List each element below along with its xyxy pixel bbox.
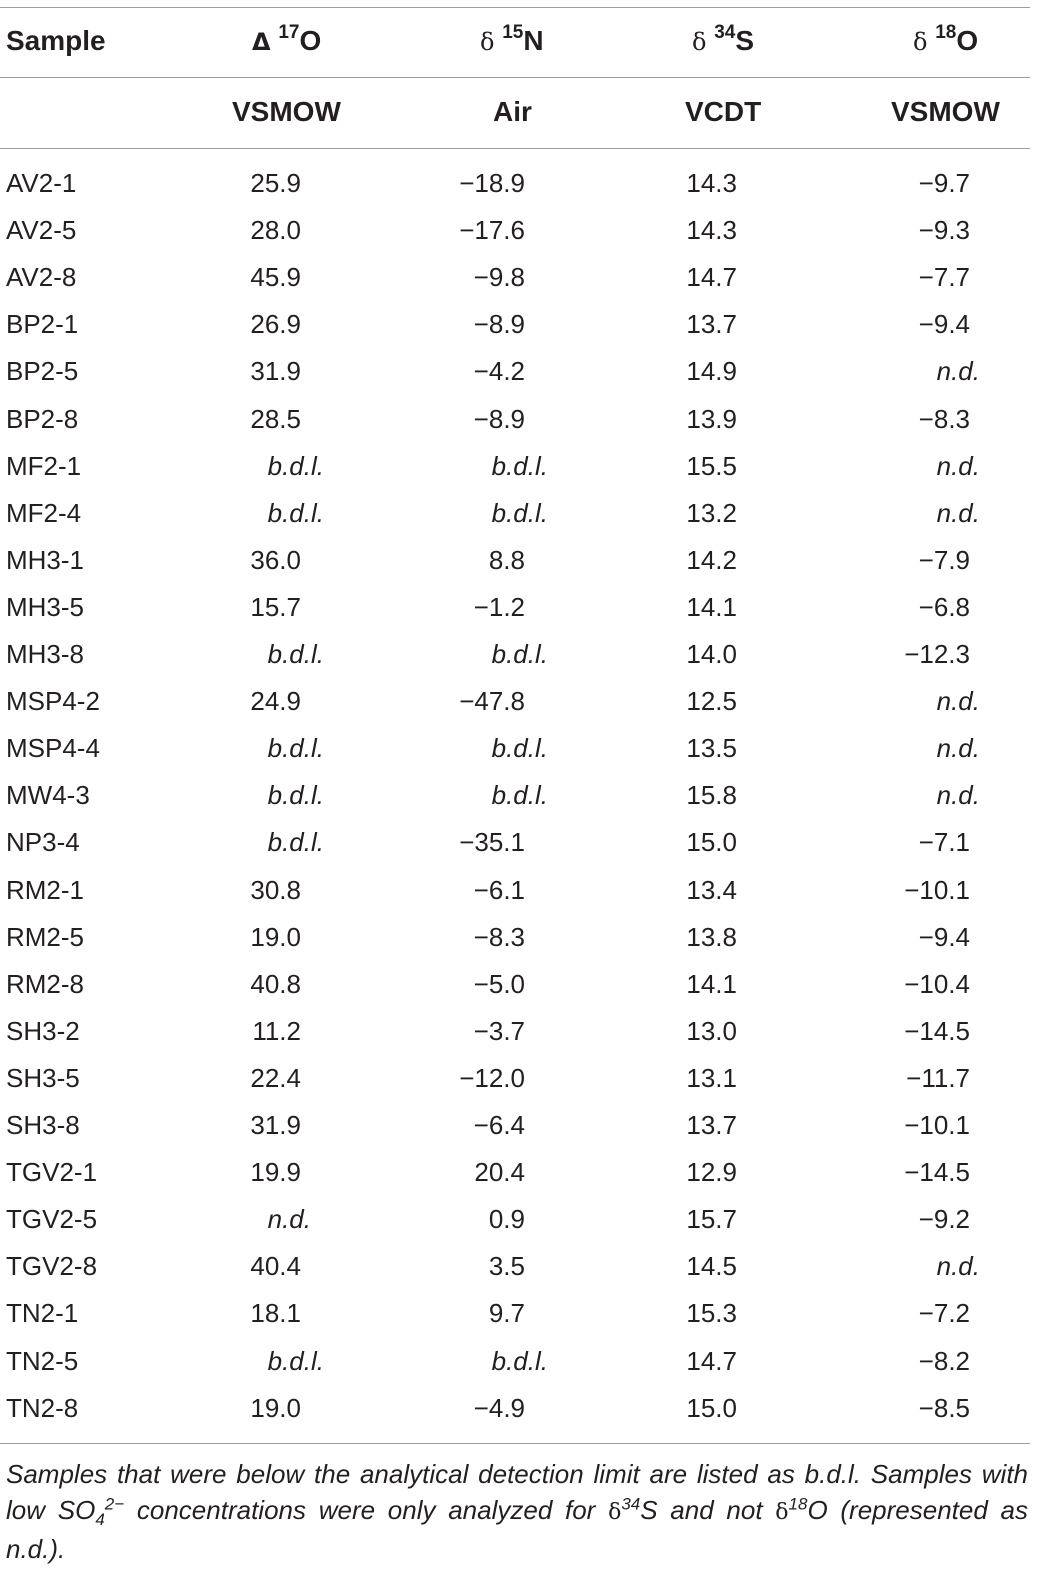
sample-id: AV2-8 [6, 262, 77, 292]
table-row [0, 733, 1030, 780]
sample-id: RM2-8 [6, 969, 85, 999]
cell-d18o: −7.9 [918, 545, 970, 575]
cell-d17o: 31.9 [250, 356, 301, 386]
cell-d34s: 13.0 [686, 1016, 737, 1046]
cell-d17o: 31.9 [250, 1110, 301, 1140]
cell-d34s: 13.1 [686, 1063, 737, 1093]
cell-d34s: 14.3 [686, 168, 737, 198]
cell-d34s: 13.5 [686, 733, 737, 763]
header-d17o-mass: 17 [278, 22, 300, 43]
cell-d17o: b.d.l. [267, 733, 324, 763]
sample-id: SH3-2 [6, 1016, 80, 1046]
table-row [0, 168, 1030, 215]
table-row [0, 827, 1030, 874]
table-row [0, 451, 1030, 498]
table-row [0, 1251, 1030, 1298]
cell-d18o: −9.3 [918, 215, 970, 245]
cell-d34s: 14.3 [686, 215, 737, 245]
cell-d15n: b.d.l. [491, 451, 548, 481]
header-d18o-element: O [956, 25, 979, 56]
table-row [0, 1346, 1030, 1393]
table-row [0, 1393, 1030, 1440]
cell-d34s: 14.1 [686, 592, 737, 622]
cell-d17o: 25.9 [250, 168, 301, 198]
cell-d15n: −12.0 [459, 1063, 525, 1093]
cell-d15n: −47.8 [459, 686, 525, 716]
cell-d15n: −1.2 [473, 592, 525, 622]
table-row [0, 262, 1030, 309]
cell-d15n: −5.0 [473, 969, 525, 999]
sample-id: TGV2-5 [6, 1204, 98, 1234]
cell-d15n: 0.9 [488, 1204, 525, 1234]
cell-d17o: b.d.l. [267, 827, 324, 857]
cell-d18o: −10.4 [904, 969, 970, 999]
footnote-isotope-element: O [807, 1495, 828, 1525]
cell-d17o: b.d.l. [267, 498, 324, 528]
sample-id: MF2-1 [6, 451, 82, 481]
cell-d17o: 40.4 [250, 1251, 301, 1281]
cell-d18o: −9.4 [918, 922, 970, 952]
cell-d18o: −10.1 [904, 875, 970, 905]
cell-d15n: −6.4 [473, 1110, 525, 1140]
delta-symbol: δ [480, 28, 495, 56]
header-d18o [913, 22, 979, 57]
footnote-text: (represented as n.d.). [6, 1495, 1028, 1564]
cell-d15n: −8.9 [473, 309, 525, 339]
cell-d18o: n.d. [936, 780, 980, 810]
cell-d18o: n.d. [936, 356, 980, 386]
cell-d17o: b.d.l. [267, 639, 324, 669]
table-bottom-rule [0, 1443, 1030, 1444]
cell-d34s: 13.4 [686, 875, 737, 905]
cell-d18o: −12.3 [904, 639, 970, 669]
sample-id: BP2-5 [6, 356, 79, 386]
cell-d17o: 30.8 [250, 875, 301, 905]
unit-d18o: VSMOW [891, 96, 1000, 127]
cell-d18o: −10.1 [904, 1110, 970, 1140]
table-row [0, 875, 1030, 922]
cell-d18o: −6.8 [918, 592, 970, 622]
cell-d15n: 3.5 [488, 1251, 525, 1281]
unit-d15n: Air [493, 96, 532, 127]
cell-d15n: −6.1 [473, 875, 525, 905]
cell-d34s: 13.7 [686, 309, 737, 339]
cell-d17o: 22.4 [250, 1063, 301, 1093]
cell-d34s: 15.0 [686, 827, 737, 857]
cell-d18o: −7.1 [918, 827, 970, 857]
header-d34s-element: S [735, 25, 755, 56]
unit-d17o: VSMOW [232, 96, 341, 127]
sample-id: MF2-4 [6, 498, 82, 528]
cell-d34s: 13.8 [686, 922, 737, 952]
footnote-so4-superscript: 2− [104, 1494, 125, 1514]
cell-d34s: 14.0 [686, 639, 737, 669]
cell-d18o: −9.2 [918, 1204, 970, 1234]
table-row [0, 1204, 1030, 1251]
cell-d34s: 15.7 [686, 1204, 737, 1234]
cell-d34s: 13.7 [686, 1110, 737, 1140]
cell-d17o: 15.7 [250, 592, 301, 622]
cell-d17o: 18.1 [250, 1298, 301, 1328]
cell-d15n: 8.8 [488, 545, 525, 575]
cell-d17o: 45.9 [250, 262, 301, 292]
cell-d17o: 26.9 [250, 309, 301, 339]
footnote-isotope-mass: 18 [788, 1494, 808, 1514]
footnote-text: concentrations were only analyzed for [124, 1495, 609, 1525]
table-row [0, 404, 1030, 451]
header-d17o [252, 22, 322, 57]
cell-d18o: n.d. [936, 451, 980, 481]
sample-id: SH3-8 [6, 1110, 80, 1140]
cell-d15n: −35.1 [459, 827, 525, 857]
header-d18o-mass: 18 [935, 22, 957, 43]
table-row [0, 686, 1030, 733]
table-row [0, 1016, 1030, 1063]
sample-id: MSP4-4 [6, 733, 100, 763]
table-row [0, 1110, 1030, 1157]
cell-d17o: b.d.l. [267, 780, 324, 810]
cell-d15n: −18.9 [459, 168, 525, 198]
footnote-isotope-mass: 34 [621, 1494, 641, 1514]
sample-id: MSP4-2 [6, 686, 100, 716]
sample-id: TGV2-8 [6, 1251, 98, 1281]
cell-d15n: −9.8 [473, 262, 525, 292]
table-row [0, 545, 1030, 592]
footnote-text: and not [657, 1495, 776, 1525]
cell-d18o: n.d. [936, 733, 980, 763]
sample-id: RM2-1 [6, 875, 85, 905]
cell-d17o: 28.5 [250, 404, 301, 434]
table-row [0, 215, 1030, 262]
delta-symbol: δ [608, 1500, 622, 1525]
cell-d18o: −14.5 [904, 1157, 970, 1187]
cell-d15n: −8.9 [473, 404, 525, 434]
table-top-rule [0, 7, 1030, 8]
cell-d17o: n.d. [267, 1204, 311, 1234]
sample-id: AV2-5 [6, 215, 77, 245]
unit-d34s: VCDT [685, 96, 762, 127]
sample-id: BP2-1 [6, 309, 79, 339]
cell-d17o: 24.9 [250, 686, 301, 716]
cell-d18o: −7.7 [918, 262, 970, 292]
cell-d15n: b.d.l. [491, 780, 548, 810]
cell-d15n: 20.4 [474, 1157, 525, 1187]
delta-symbol: δ [913, 28, 928, 56]
cell-d18o: −7.2 [918, 1298, 970, 1328]
sample-id: MH3-8 [6, 639, 85, 669]
table-row [0, 969, 1030, 1016]
sample-id: SH3-5 [6, 1063, 80, 1093]
header-d15n-element: N [523, 25, 544, 56]
table-row [0, 309, 1030, 356]
footnote-text: Samples that were below the analytical detection limit are listed as b.d.l. Samples with low SO [6, 1459, 1028, 1525]
cell-d34s: 15.5 [686, 451, 737, 481]
cell-d18o: n.d. [936, 498, 980, 528]
header-sample: Sample [6, 25, 106, 56]
header-d15n [480, 22, 544, 57]
cell-d34s: 15.3 [686, 1298, 737, 1328]
table-footnote [6, 1456, 1028, 1567]
sample-id: NP3-4 [6, 827, 80, 857]
sample-id: AV2-1 [6, 168, 77, 198]
cell-d34s: 14.2 [686, 545, 737, 575]
cell-d34s: 14.7 [686, 262, 737, 292]
table-row [0, 592, 1030, 639]
cell-d18o: n.d. [936, 686, 980, 716]
cell-d15n: b.d.l. [491, 1346, 548, 1376]
cell-d18o: −8.5 [918, 1393, 970, 1423]
cell-d15n: −8.3 [473, 922, 525, 952]
header-d15n-mass: 15 [502, 22, 524, 43]
cell-d34s: 13.9 [686, 404, 737, 434]
sample-id: TN2-5 [6, 1346, 79, 1376]
cell-d18o: −8.2 [918, 1346, 970, 1376]
cell-d15n: b.d.l. [491, 733, 548, 763]
delta-symbol: δ [692, 28, 707, 56]
cell-d17o: b.d.l. [267, 1346, 324, 1376]
delta-symbol: δ [775, 1500, 789, 1525]
cell-d15n: −17.6 [459, 215, 525, 245]
table-row [0, 1298, 1030, 1345]
table-row [0, 780, 1030, 827]
units-divider [0, 148, 1030, 149]
cell-d34s: 12.9 [686, 1157, 737, 1187]
table-row [0, 639, 1030, 686]
sample-id: TGV2-1 [6, 1157, 98, 1187]
cell-d17o: 19.0 [250, 1393, 301, 1423]
cell-d34s: 14.5 [686, 1251, 737, 1281]
header-divider [0, 77, 1030, 78]
cell-d15n: b.d.l. [491, 639, 548, 669]
cell-d34s: 15.8 [686, 780, 737, 810]
cell-d17o: 28.0 [250, 215, 301, 245]
cell-d34s: 15.0 [686, 1393, 737, 1423]
sample-id: MH3-1 [6, 545, 85, 575]
cell-d34s: 14.7 [686, 1346, 737, 1376]
table-row [0, 498, 1030, 545]
table-row [0, 1063, 1030, 1110]
table-row [0, 922, 1030, 969]
cell-d15n: b.d.l. [491, 498, 548, 528]
sample-id: RM2-5 [6, 922, 85, 952]
footnote-isotope-element: S [640, 1495, 658, 1525]
cell-d15n: −3.7 [473, 1016, 525, 1046]
cell-d18o: −14.5 [904, 1016, 970, 1046]
header-d34s-mass: 34 [714, 22, 736, 43]
footnote-so4-subscript: 4 [95, 1510, 105, 1530]
cell-d34s: 13.2 [686, 498, 737, 528]
cell-d17o: 11.2 [252, 1016, 301, 1046]
cell-d15n: −4.9 [473, 1393, 525, 1423]
sample-id: TN2-1 [6, 1298, 79, 1328]
header-d34s [692, 22, 755, 57]
cell-d34s: 14.9 [686, 356, 737, 386]
cell-d17o: 40.8 [250, 969, 301, 999]
cell-d18o: −8.3 [918, 404, 970, 434]
table-row [0, 356, 1030, 403]
cell-d18o: −9.4 [918, 309, 970, 339]
cell-d18o: n.d. [936, 1251, 980, 1281]
sample-id: BP2-8 [6, 404, 79, 434]
sample-id: MH3-5 [6, 592, 85, 622]
cell-d18o: −11.7 [906, 1063, 970, 1093]
cell-d17o: 19.0 [250, 922, 301, 952]
cell-d18o: −9.7 [918, 168, 970, 198]
cell-d17o: b.d.l. [267, 451, 324, 481]
table-row [0, 1157, 1030, 1204]
cell-d17o: 19.9 [250, 1157, 301, 1187]
cell-d15n: −4.2 [473, 356, 525, 386]
header-d17o-element: O [299, 25, 322, 56]
delta-capital-symbol: Δ [252, 28, 271, 56]
cell-d34s: 12.5 [686, 686, 737, 716]
cell-d17o: 36.0 [250, 545, 301, 575]
cell-d15n: 9.7 [488, 1298, 525, 1328]
sample-id: TN2-8 [6, 1393, 79, 1423]
sample-id: MW4-3 [6, 780, 90, 810]
cell-d34s: 14.1 [686, 969, 737, 999]
